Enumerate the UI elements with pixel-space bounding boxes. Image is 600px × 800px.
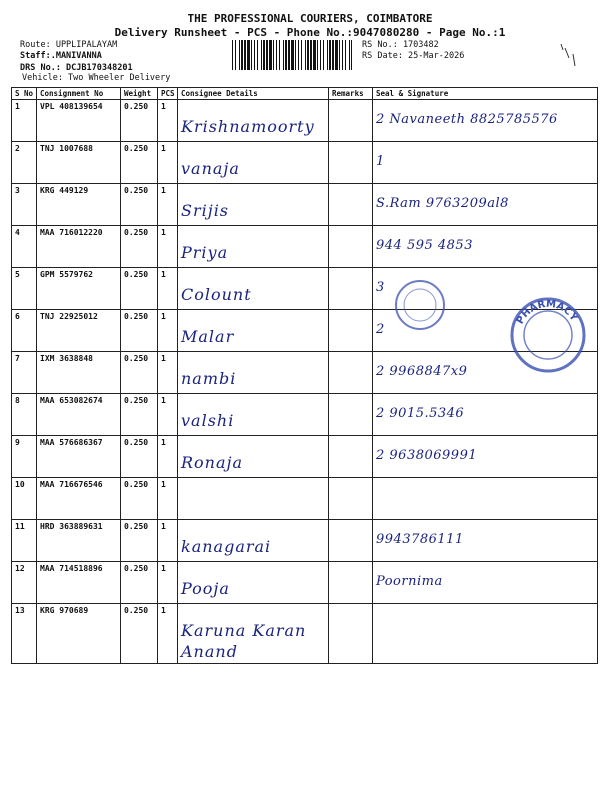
signature-cell (373, 478, 598, 520)
barcode-bar (332, 40, 334, 70)
signature-cell (373, 184, 598, 226)
barcode-bar (351, 40, 352, 70)
svg-text:PHARMACY (515, 299, 580, 326)
consignment-cell: KRG 449129 (37, 184, 121, 226)
route-label: Route: UPPLIPALAYAM (20, 40, 118, 50)
sno-cell: 11 (12, 520, 37, 562)
table-row (12, 142, 598, 184)
consignment-cell: MAA 716012220 (37, 226, 121, 268)
sno-cell: 9 (12, 436, 37, 478)
remarks-cell (329, 352, 373, 394)
barcode-bar (327, 40, 328, 70)
pcs-cell: 1 (158, 394, 178, 436)
consignee-cell (178, 226, 329, 268)
remarks-cell (329, 226, 373, 268)
signature-cell (373, 142, 598, 184)
barcode-bar (283, 40, 284, 70)
handwritten-name: Pooja (181, 579, 230, 598)
rs-date: RS Date: 25-Mar-2026 (362, 51, 465, 61)
handwritten-signature: 9943786111 (376, 532, 464, 547)
consignee-cell (178, 604, 329, 664)
consignment-cell: TNJ 1007688 (37, 142, 121, 184)
handwritten-signature: 2 Navaneeth 8825785576 (376, 112, 558, 127)
handwritten-name: kanagarai (181, 537, 272, 556)
remarks-cell (329, 562, 373, 604)
barcode-bar (235, 40, 236, 70)
vehicle-label: Vehicle: Two Wheeler Delivery (22, 73, 171, 83)
pcs-cell: 1 (158, 268, 178, 310)
sno-cell: 12 (12, 562, 37, 604)
barcode-bar (317, 40, 318, 70)
handwritten-name: valshi (181, 411, 235, 430)
handwritten-name: nambi (181, 369, 237, 388)
handwritten-name: Srijis (181, 201, 230, 220)
handwritten-signature: 2 9015.5346 (376, 406, 465, 421)
consignee-cell (178, 478, 329, 520)
stamp-text: PHARMACY (514, 298, 580, 327)
signature-cell (373, 100, 598, 142)
table-header-row (12, 88, 598, 100)
signature-cell (373, 436, 598, 478)
weight-cell: 0.250 (121, 310, 158, 352)
handwritten-name: Priya (181, 243, 229, 262)
handwritten-name: Ronaja (181, 453, 244, 472)
table-row (12, 520, 598, 562)
header-consignee: Consignee Details (178, 88, 329, 100)
handwritten-signature: 3 (376, 280, 385, 295)
barcode-bar (244, 40, 246, 70)
pcs-cell: 1 (158, 226, 178, 268)
weight-cell: 0.250 (121, 142, 158, 184)
consignee-cell (178, 520, 329, 562)
pcs-cell: 1 (158, 436, 178, 478)
barcode-bar (261, 40, 262, 70)
sno-cell: 6 (12, 310, 37, 352)
header-signature: Seal & Signature (373, 88, 598, 100)
sno-cell: 5 (12, 268, 37, 310)
barcode-bar (345, 40, 346, 70)
sno-cell: 1 (12, 100, 37, 142)
sno-cell: 13 (12, 604, 37, 664)
pcs-cell: 1 (158, 184, 178, 226)
table-row (12, 436, 598, 478)
barcode-bar (254, 40, 255, 70)
signature-cell (373, 520, 598, 562)
corner-mark (555, 40, 585, 70)
barcode-bar (257, 40, 258, 70)
table-row (12, 562, 598, 604)
barcode-bar (288, 40, 290, 70)
sno-cell: 4 (12, 226, 37, 268)
staff-label: Staff:.MANIVANNA (20, 51, 102, 61)
consignee-cell (178, 100, 329, 142)
barcode-bar (339, 40, 340, 70)
handwritten-name: Karuna Karan (181, 621, 307, 640)
barcode-bar (269, 40, 272, 70)
handwritten-signature: 2 9638069991 (376, 448, 478, 463)
sno-cell: 8 (12, 394, 37, 436)
barcode-bar (295, 40, 296, 70)
handwritten-name: vanaja (181, 159, 240, 178)
barcode-bar (335, 40, 338, 70)
header-pcs: PCS (158, 88, 178, 100)
consignee-cell (178, 142, 329, 184)
consignee-cell (178, 184, 329, 226)
header-sno: S No (12, 88, 37, 100)
barcode-bar (291, 40, 294, 70)
weight-cell: 0.250 (121, 394, 158, 436)
weight-cell: 0.250 (121, 268, 158, 310)
drs-label: DRS No.: DCJB170348201 (20, 63, 133, 73)
barcode-bar (329, 40, 331, 70)
pharmacy-stamp (508, 295, 588, 375)
table-row (12, 394, 598, 436)
remarks-cell (329, 100, 373, 142)
consignee-cell (178, 268, 329, 310)
barcode-bar (241, 40, 243, 70)
sno-cell: 10 (12, 478, 37, 520)
sno-cell: 2 (12, 142, 37, 184)
remarks-cell (329, 520, 373, 562)
remarks-cell (329, 394, 373, 436)
consignment-cell: KRG 970689 (37, 604, 121, 664)
barcode-bar (310, 40, 312, 70)
barcode-bar (266, 40, 268, 70)
consignee-cell (178, 310, 329, 352)
consignment-cell: GPM 5579762 (37, 268, 121, 310)
handwritten-name: Krishnamoorty (181, 117, 315, 136)
consignee-cell (178, 352, 329, 394)
handwritten-signature: 2 9968847x9 (376, 364, 468, 379)
barcode-bar (323, 40, 324, 70)
pcs-cell: 1 (158, 604, 178, 664)
barcode-bar (247, 40, 250, 70)
runsheet-table (11, 87, 598, 664)
weight-cell: 0.250 (121, 520, 158, 562)
barcode-bar (320, 40, 321, 70)
weight-cell: 0.250 (121, 478, 158, 520)
handwritten-signature: 1 (376, 154, 385, 169)
remarks-cell (329, 604, 373, 664)
pcs-cell: 1 (158, 310, 178, 352)
consignee-cell (178, 436, 329, 478)
barcode-bar (239, 40, 240, 70)
round-stamp-small (393, 278, 448, 333)
weight-cell: 0.250 (121, 352, 158, 394)
pcs-cell: 1 (158, 352, 178, 394)
consignment-cell: IXM 3638848 (37, 352, 121, 394)
barcode-bar (232, 40, 233, 70)
runsheet-subtitle: Delivery Runsheet - PCS - Phone No.:9047080280 - Page No.:1 (114, 26, 506, 39)
barcode-bar (285, 40, 287, 70)
consignment-cell: MAA 716676546 (37, 478, 121, 520)
table-row (12, 100, 598, 142)
handwritten-signature: 944 595 4853 (376, 238, 473, 253)
remarks-cell (329, 436, 373, 478)
barcode-bar (307, 40, 309, 70)
header-remarks: Remarks (329, 88, 373, 100)
table-row (12, 226, 598, 268)
signature-cell (373, 394, 598, 436)
remarks-cell (329, 142, 373, 184)
handwritten-signature: 2 (376, 322, 385, 337)
weight-cell: 0.250 (121, 100, 158, 142)
weight-cell: 0.250 (121, 562, 158, 604)
pcs-cell: 1 (158, 562, 178, 604)
consignee-cell (178, 562, 329, 604)
handwritten-extra-name: Anand (181, 642, 238, 661)
barcode-bar (298, 40, 299, 70)
weight-cell: 0.250 (121, 226, 158, 268)
barcode-bar (263, 40, 265, 70)
remarks-cell (329, 184, 373, 226)
weight-cell: 0.250 (121, 436, 158, 478)
weight-cell: 0.250 (121, 604, 158, 664)
barcode-bar (301, 40, 302, 70)
company-title: THE PROFESSIONAL COURIERS, COIMBATORE (187, 12, 433, 25)
remarks-cell (329, 310, 373, 352)
barcode-bar (313, 40, 316, 70)
header-consignment: Consignment No (37, 88, 121, 100)
barcode-image (232, 40, 352, 70)
pcs-cell: 1 (158, 520, 178, 562)
pcs-cell: 1 (158, 100, 178, 142)
consignment-cell: MAA 576686367 (37, 436, 121, 478)
handwritten-name: Malar (181, 327, 235, 346)
table-row (12, 184, 598, 226)
handwritten-signature: S.Ram 9763209al8 (376, 196, 509, 211)
consignment-cell: VPL 408139654 (37, 100, 121, 142)
signature-cell (373, 604, 598, 664)
header-weight: Weight (121, 88, 158, 100)
signature-cell (373, 562, 598, 604)
table-row (12, 478, 598, 520)
barcode-bar (251, 40, 252, 70)
consignment-cell: MAA 653082674 (37, 394, 121, 436)
handwritten-signature: Poornima (376, 574, 443, 589)
barcode-bar (342, 40, 343, 70)
remarks-cell (329, 268, 373, 310)
rs-number: RS No.: 1703482 (362, 40, 439, 50)
barcode-bar (276, 40, 277, 70)
sno-cell: 3 (12, 184, 37, 226)
signature-cell (373, 226, 598, 268)
consignee-cell (178, 394, 329, 436)
consignment-cell: TNJ 22925012 (37, 310, 121, 352)
pcs-cell: 1 (158, 478, 178, 520)
consignment-cell: MAA 714518896 (37, 562, 121, 604)
weight-cell: 0.250 (121, 184, 158, 226)
barcode-bar (279, 40, 280, 70)
pcs-cell: 1 (158, 142, 178, 184)
barcode-bar (305, 40, 306, 70)
handwritten-name: Colount (181, 285, 252, 304)
sno-cell: 7 (12, 352, 37, 394)
table-row (12, 604, 598, 664)
remarks-cell (329, 478, 373, 520)
consignment-cell: HRD 363889631 (37, 520, 121, 562)
barcode-bar (349, 40, 350, 70)
barcode-bar (273, 40, 274, 70)
